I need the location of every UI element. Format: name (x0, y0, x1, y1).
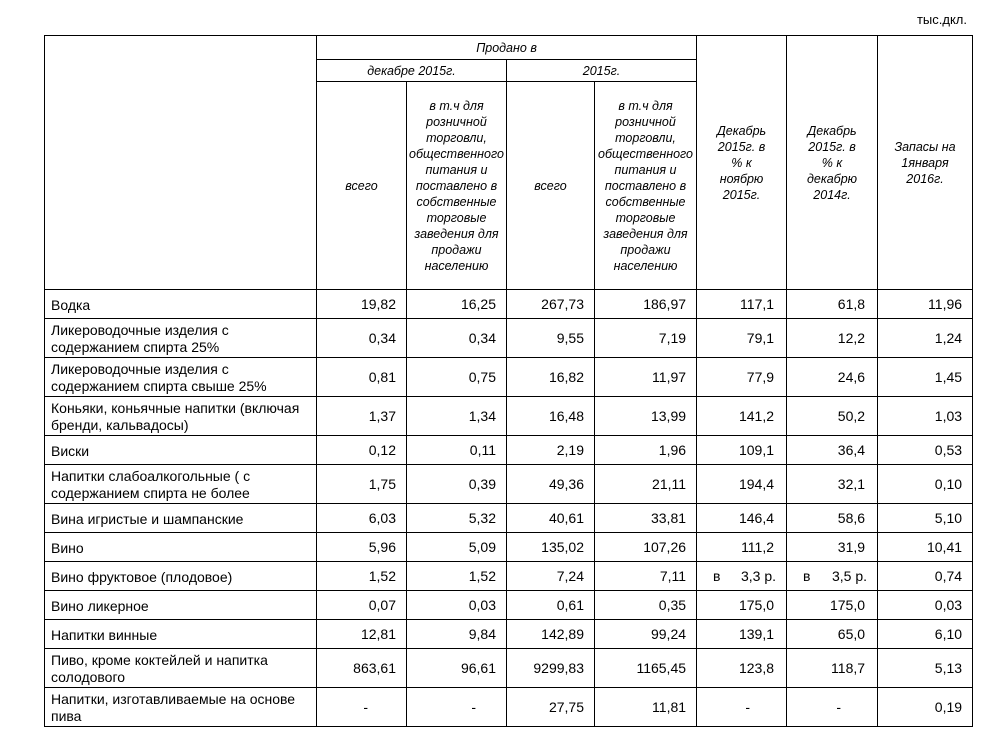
product-name: Напитки винные (45, 620, 317, 649)
alcohol-sales-table (44, 35, 973, 727)
pct-nov-cell: 79,1 (697, 319, 787, 358)
stock-cell: 0,19 (878, 688, 973, 727)
header-blank-cell (45, 36, 317, 290)
year-retail-cell: 1165,45 (595, 649, 697, 688)
pct-dec-cell: 31,9 (787, 533, 878, 562)
year-retail-cell: 107,26 (595, 533, 697, 562)
year-total-cell: 7,24 (507, 562, 595, 591)
pct-nov-value: 3,3 р. (741, 568, 777, 584)
product-name: Вина игристые и шампанские (45, 504, 317, 533)
pct-nov-prefix: в (713, 568, 721, 584)
stock-cell: 1,45 (878, 358, 973, 397)
dec-retail-cell: 1,52 (407, 562, 507, 591)
table-row (45, 465, 973, 504)
dec-retail-cell: 16,25 (407, 290, 507, 319)
dec-total-cell: 6,03 (317, 504, 407, 533)
dec-retail-cell: 5,09 (407, 533, 507, 562)
header-year-2015: 2015г. (507, 60, 697, 82)
stock-cell: 0,74 (878, 562, 973, 591)
pct-nov-cell: 139,1 (697, 620, 787, 649)
stock-cell: 0,10 (878, 465, 973, 504)
pct-nov-cell: 175,0 (697, 591, 787, 620)
dec-retail-cell: 0,75 (407, 358, 507, 397)
year-total-cell: 142,89 (507, 620, 595, 649)
year-total-cell: 16,82 (507, 358, 595, 397)
year-retail-cell: 99,24 (595, 620, 697, 649)
dec-total-cell: 12,81 (317, 620, 407, 649)
table-row (45, 649, 973, 688)
table-row (45, 436, 973, 465)
pct-dec-cell: 12,2 (787, 319, 878, 358)
year-total-cell: 27,75 (507, 688, 595, 727)
dec-retail-cell: 1,34 (407, 397, 507, 436)
pct-nov-cell: 146,4 (697, 504, 787, 533)
header-sold-in: Продано в (317, 36, 697, 60)
year-retail-cell: 186,97 (595, 290, 697, 319)
dec-total-cell: - (317, 688, 407, 727)
year-total-cell: 2,19 (507, 436, 595, 465)
year-total-cell: 9,55 (507, 319, 595, 358)
pct-nov-cell: 141,2 (697, 397, 787, 436)
pct-dec-cell: 32,1 (787, 465, 878, 504)
pct-dec-cell: 175,0 (787, 591, 878, 620)
pct-dec-cell: 36,4 (787, 436, 878, 465)
product-name: Вино фруктовое (плодовое) (45, 562, 317, 591)
pct-nov-cell: - (697, 688, 787, 727)
pct-dec-cell: - (787, 688, 878, 727)
product-name: Вино ликерное (45, 591, 317, 620)
dec-total-cell: 5,96 (317, 533, 407, 562)
product-name: Ликероводочные изделия с содержанием спирта свыше 25% (45, 358, 317, 397)
dec-retail-cell: 5,32 (407, 504, 507, 533)
stock-cell: 0,03 (878, 591, 973, 620)
dec-retail-cell: 0,11 (407, 436, 507, 465)
table-row (45, 562, 973, 591)
stock-cell: 0,53 (878, 436, 973, 465)
year-retail-cell: 11,97 (595, 358, 697, 397)
dec-total-cell: 863,61 (317, 649, 407, 688)
stock-cell: 10,41 (878, 533, 973, 562)
header-december-2015: декабре 2015г. (317, 60, 507, 82)
header-year-total: всего (507, 82, 595, 290)
table-row (45, 533, 973, 562)
dec-retail-cell: 0,03 (407, 591, 507, 620)
dec-retail-cell: 0,34 (407, 319, 507, 358)
year-retail-cell: 0,35 (595, 591, 697, 620)
pct-dec-cell: 61,8 (787, 290, 878, 319)
product-name: Напитки, изготавливаемые на основе пива (45, 688, 317, 727)
pct-dec-cell: 58,6 (787, 504, 878, 533)
dec-total-cell: 0,07 (317, 591, 407, 620)
unit-label: тыс.дкл. (916, 12, 967, 27)
year-total-cell: 40,61 (507, 504, 595, 533)
year-retail-cell: 7,19 (595, 319, 697, 358)
dec-total-cell: 0,81 (317, 358, 407, 397)
dec-total-cell: 1,75 (317, 465, 407, 504)
pct-nov-cell: 123,8 (697, 649, 787, 688)
product-name: Виски (45, 436, 317, 465)
dec-total-cell: 0,34 (317, 319, 407, 358)
stock-cell: 1,03 (878, 397, 973, 436)
year-total-cell: 0,61 (507, 591, 595, 620)
pct-nov-cell: 117,1 (697, 290, 787, 319)
pct-dec-cell: 50,2 (787, 397, 878, 436)
year-total-cell: 135,02 (507, 533, 595, 562)
dec-retail-cell: 9,84 (407, 620, 507, 649)
pct-nov-cell: 77,9 (697, 358, 787, 397)
dec-total-cell: 0,12 (317, 436, 407, 465)
table-row (45, 688, 973, 727)
year-total-cell: 16,48 (507, 397, 595, 436)
product-name: Водка (45, 290, 317, 319)
dec-retail-cell: - (407, 688, 507, 727)
table-row (45, 591, 973, 620)
stock-cell: 6,10 (878, 620, 973, 649)
year-total-cell: 49,36 (507, 465, 595, 504)
year-retail-cell: 21,11 (595, 465, 697, 504)
header-dec-vs-nov: Декабрь 2015г. в % к ноябрю 2015г. (697, 36, 787, 290)
dec-total-cell: 19,82 (317, 290, 407, 319)
table-row (45, 290, 973, 319)
product-name: Пиво, кроме коктейлей и напитка солодового (45, 649, 317, 688)
pct-dec-value: 3,5 р. (832, 568, 868, 584)
table-row (45, 620, 973, 649)
table-row (45, 504, 973, 533)
stock-cell: 5,13 (878, 649, 973, 688)
header-year-retail: в т.ч для розничной торговли, общественного питания и поставлено в собственные торговые заведения для продажи населению (595, 82, 697, 290)
year-retail-cell: 7,11 (595, 562, 697, 591)
stock-cell: 5,10 (878, 504, 973, 533)
pct-nov-cell: 109,1 (697, 436, 787, 465)
pct-dec-cell (787, 562, 878, 591)
table-body (45, 290, 973, 727)
product-name: Вино (45, 533, 317, 562)
stock-cell: 1,24 (878, 319, 973, 358)
year-retail-cell: 11,81 (595, 688, 697, 727)
header-dec-vs-dec: Декабрь 2015г. в % к декабрю 2014г. (787, 36, 878, 290)
year-retail-cell: 13,99 (595, 397, 697, 436)
pct-dec-cell: 118,7 (787, 649, 878, 688)
product-name: Коньяки, коньячные напитки (включая бренди, кальвадосы) (45, 397, 317, 436)
year-total-cell: 9299,83 (507, 649, 595, 688)
header-dec-total: всего (317, 82, 407, 290)
dec-retail-cell: 0,39 (407, 465, 507, 504)
pct-nov-cell (697, 562, 787, 591)
product-name: Напитки слабоалкогольные ( с содержанием спирта не более (45, 465, 317, 504)
pct-nov-cell: 194,4 (697, 465, 787, 504)
dec-total-cell: 1,37 (317, 397, 407, 436)
dec-total-cell: 1,52 (317, 562, 407, 591)
pct-dec-cell: 65,0 (787, 620, 878, 649)
table-row (45, 358, 973, 397)
pct-dec-cell: 24,6 (787, 358, 878, 397)
header-stock: Запасы на 1января 2016г. (878, 36, 973, 290)
header-dec-retail: в т.ч для розничной торговли, общественного питания и поставлено в собственные торговые заведения для продажи населению (407, 82, 507, 290)
year-retail-cell: 1,96 (595, 436, 697, 465)
table-header (45, 36, 973, 290)
year-total-cell: 267,73 (507, 290, 595, 319)
table-row (45, 319, 973, 358)
pct-nov-cell: 111,2 (697, 533, 787, 562)
stock-cell: 11,96 (878, 290, 973, 319)
year-retail-cell: 33,81 (595, 504, 697, 533)
product-name: Ликероводочные изделия с содержанием спирта 25% (45, 319, 317, 358)
dec-retail-cell: 96,61 (407, 649, 507, 688)
table-row (45, 397, 973, 436)
pct-dec-prefix: в (803, 568, 811, 584)
